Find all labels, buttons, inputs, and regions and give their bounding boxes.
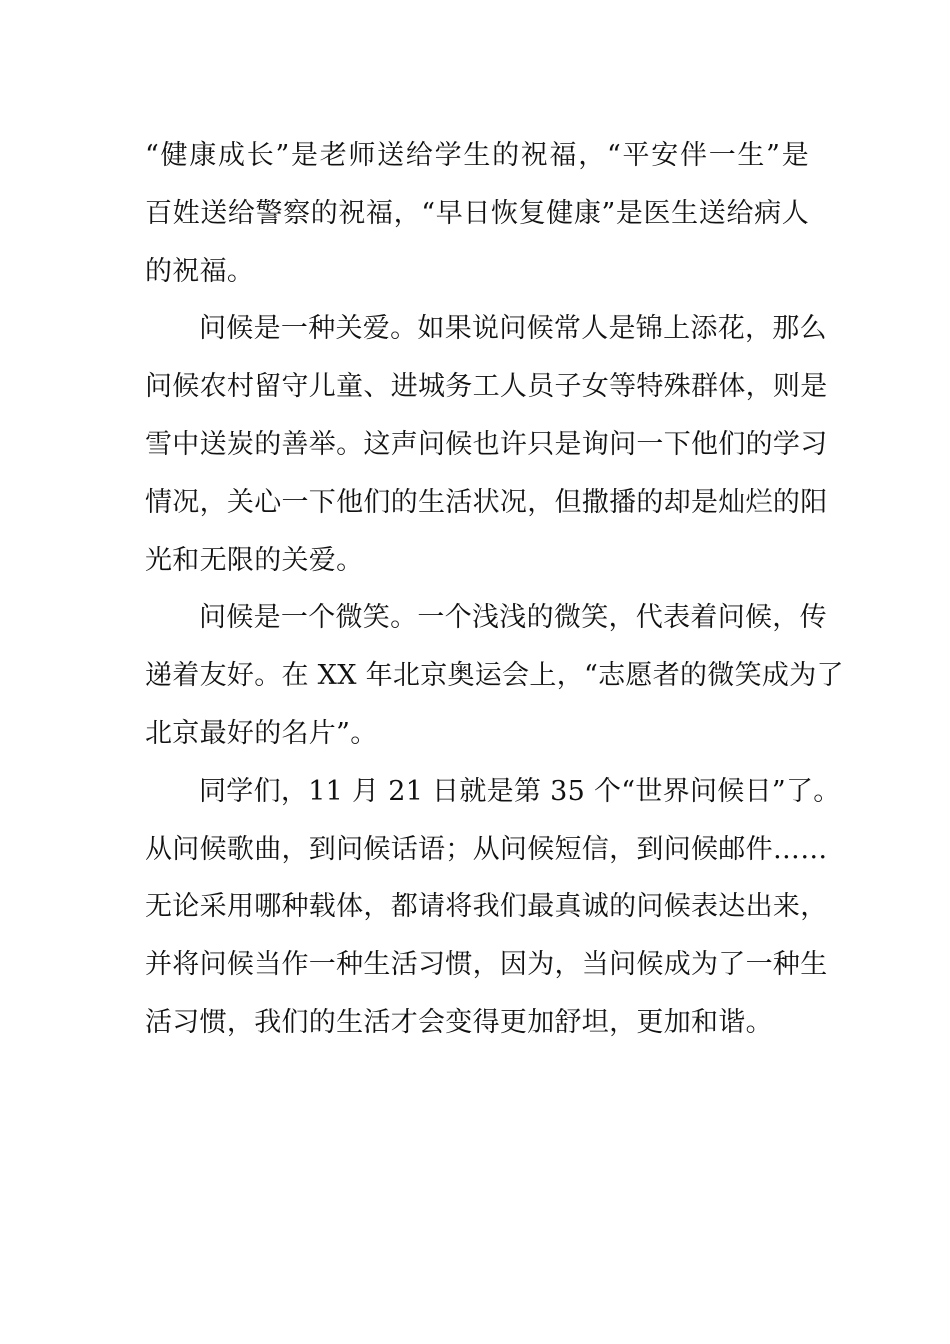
text-line: 问候农村留守儿童、进城务工人员子女等特殊群体，则是 xyxy=(145,371,828,403)
document-body xyxy=(145,127,844,1052)
text-line: 情况，关心一下他们的生活状况，但撒播的却是灿烂的阳 xyxy=(145,486,828,518)
paragraph-2 xyxy=(145,300,828,589)
text-line: 递着友好。在 XX 年北京奥运会上，“志愿者的微笑成为了 xyxy=(145,660,844,692)
text-line: 活习惯，我们的生活才会变得更加舒坦，更加和谐。 xyxy=(145,1006,773,1038)
text-line: 同学们，11 月 21 日就是第 35 个“世界问候日”了。 xyxy=(199,775,841,807)
text-line: 百姓送给警察的祝福，“早日恢复健康”是医生送给病人 xyxy=(145,197,809,229)
text-line: 的祝福。 xyxy=(145,255,255,287)
text-line: 雪中送炭的善举。这声问候也许只是询问一下他们的学习 xyxy=(145,428,828,460)
text-line: 光和无限的关爱。 xyxy=(145,544,364,576)
text-line: “健康成长”是老师送给学生的祝福，“平安伴一生”是 xyxy=(145,140,809,171)
text-line: 问候是一个微笑。一个浅浅的微笑，代表着问候，传 xyxy=(199,602,827,634)
text-line: 问候是一种关爱。如果说问候常人是锦上添花，那么 xyxy=(199,313,827,345)
paragraph-4 xyxy=(145,763,841,1052)
paragraph-3 xyxy=(145,589,844,762)
text-line: 北京最好的名片”。 xyxy=(145,717,378,749)
text-line: 并将问候当作一种生活习惯，因为，当问候成为了一种生 xyxy=(145,949,828,981)
paragraph-1 xyxy=(145,127,809,300)
text-line: 从问候歌曲，到问候话语；从问候短信，到问候邮件…… xyxy=(145,833,828,865)
text-line: 无论采用哪种载体，都请将我们最真诚的问候表达出来， xyxy=(145,891,828,923)
